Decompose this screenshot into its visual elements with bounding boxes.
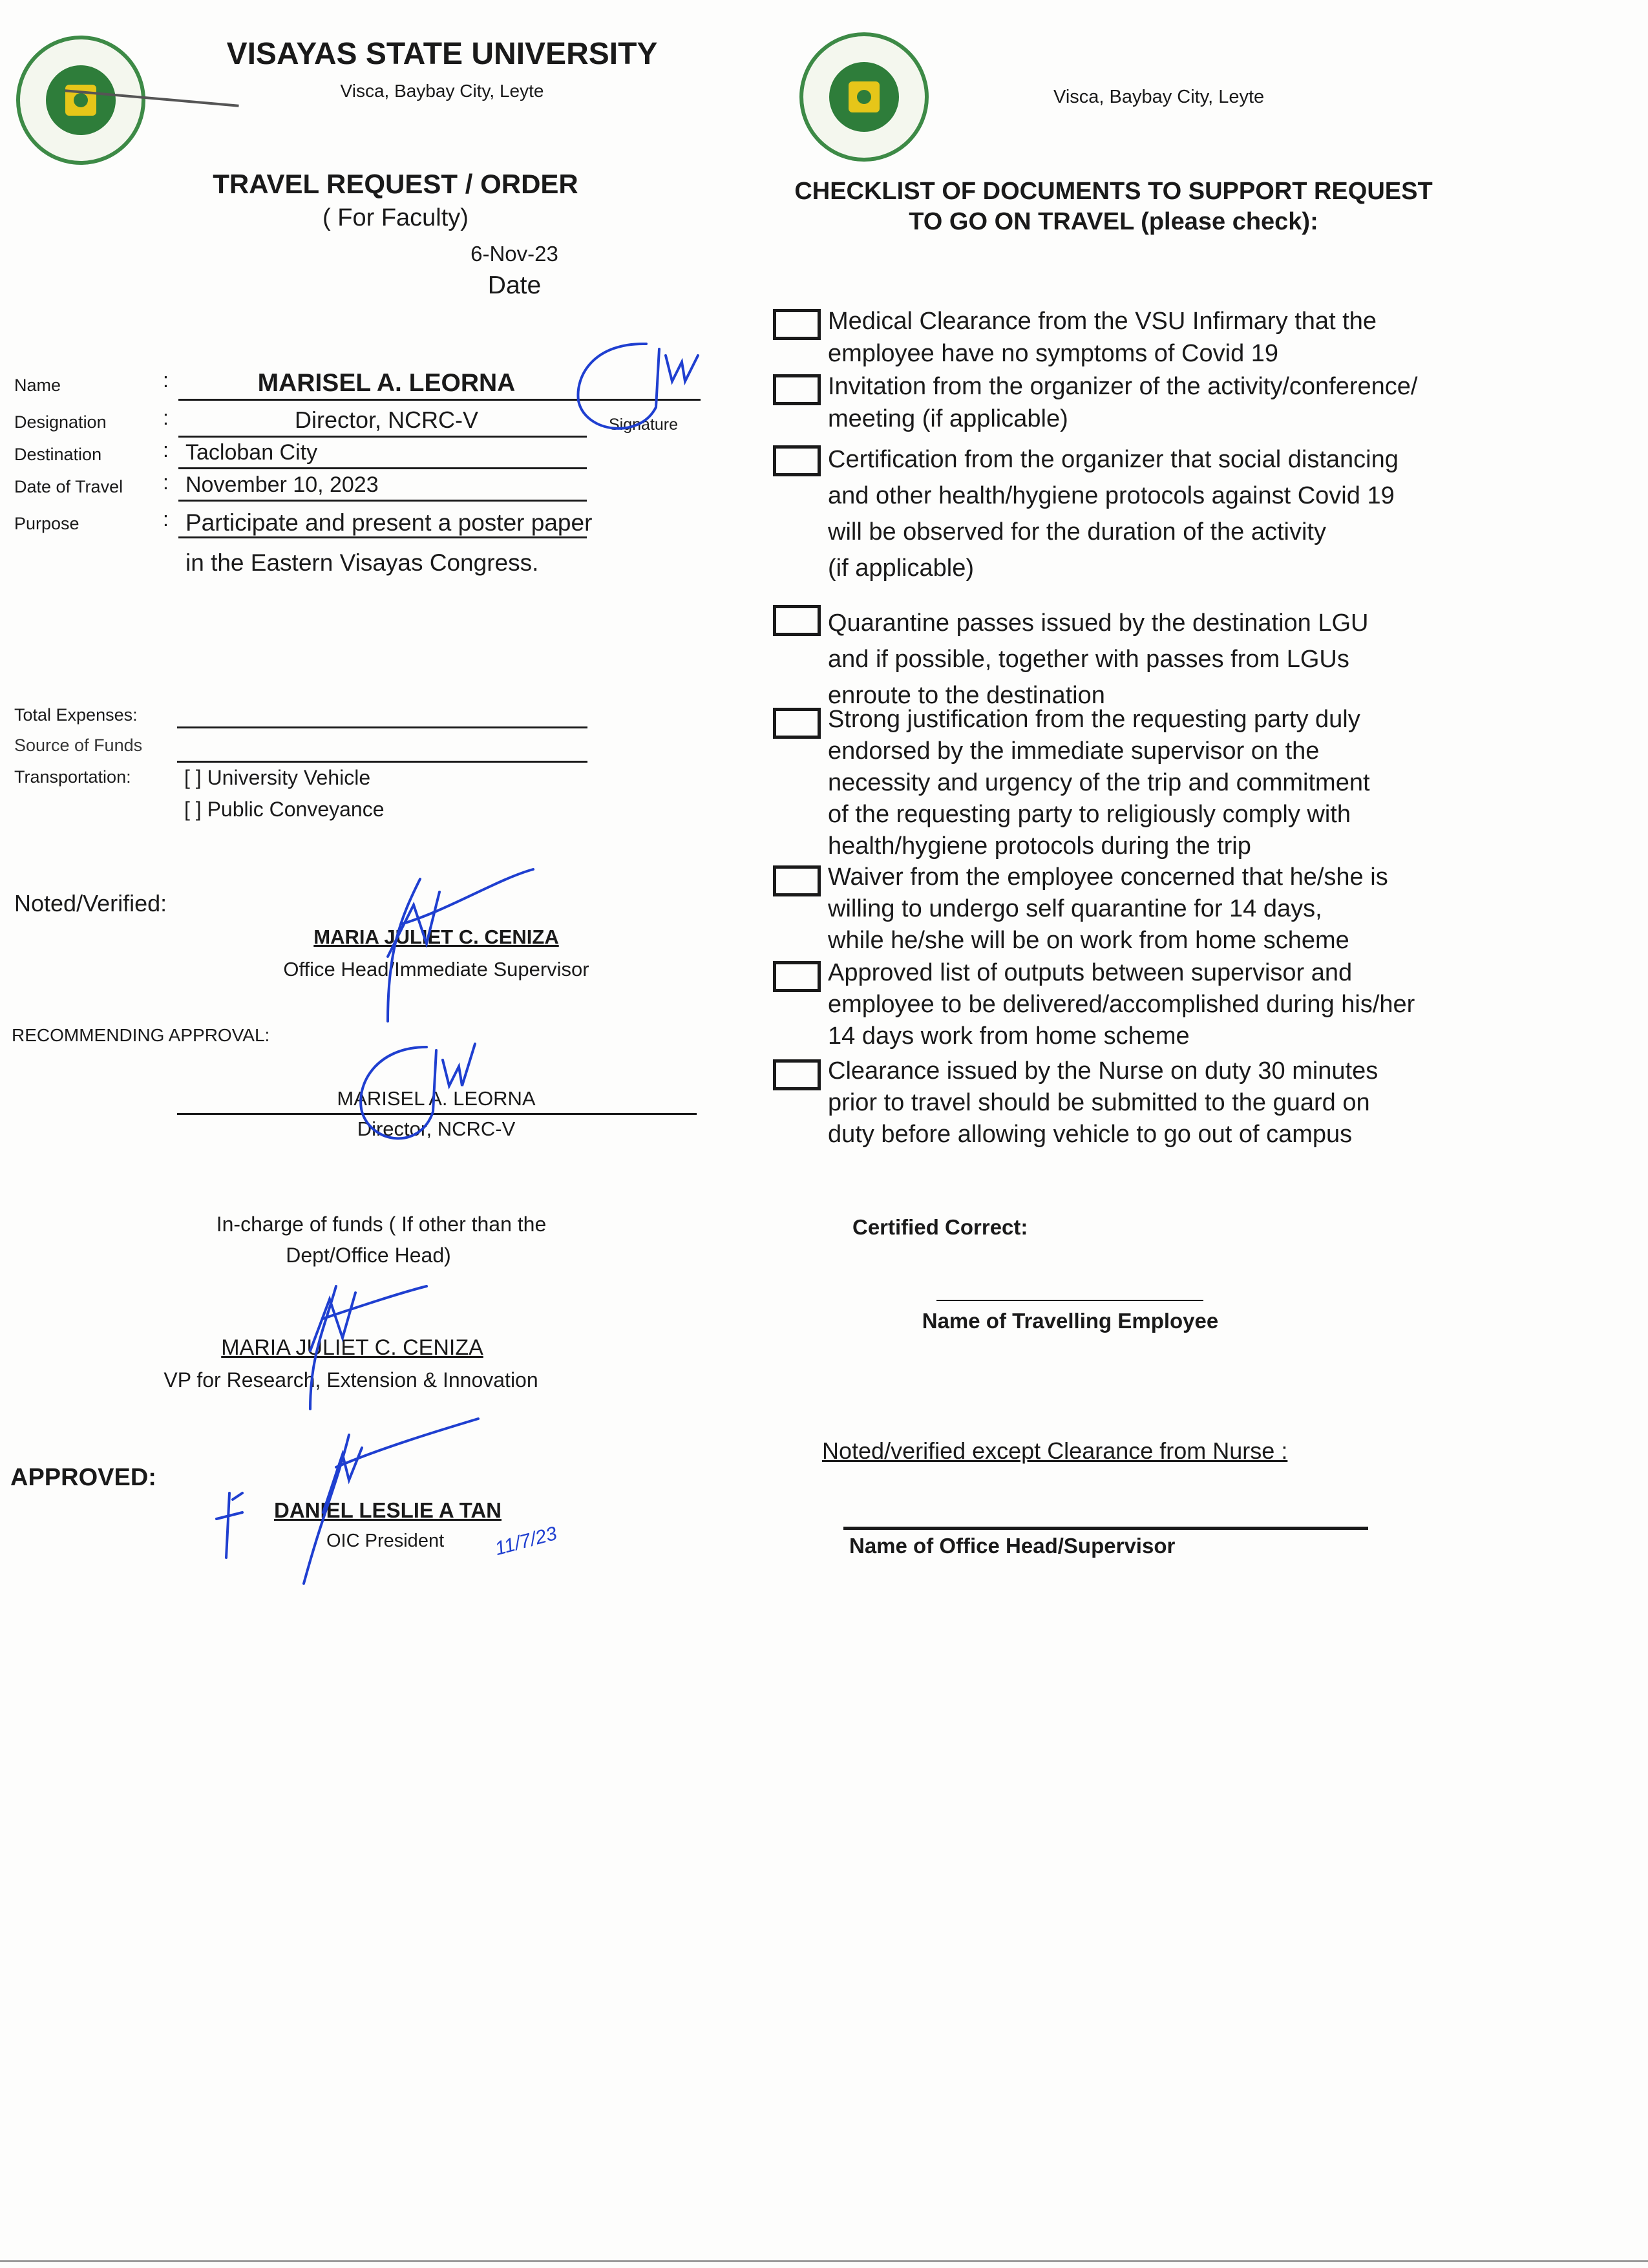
destination-value[interactable]: Tacloban City: [185, 440, 318, 465]
checklist-item-line: Quarantine passes issued by the destination LGU: [828, 609, 1369, 637]
checklist-item-line: prior to travel should be submitted to the guard on: [828, 1089, 1370, 1116]
checklist-item-line: will be observed for the duration of the activity: [828, 518, 1326, 546]
certified-correct-label: Certified Correct:: [852, 1215, 1028, 1239]
checklist-item-line: Medical Clearance from the VSU Infirmary that the: [828, 308, 1377, 335]
checklist-checkbox[interactable]: [773, 865, 821, 896]
checklist-item-line: 14 days work from home scheme: [828, 1023, 1190, 1050]
recommending-signatory-name: MARISEL A. LEORNA: [337, 1087, 536, 1110]
colon: :: [163, 507, 169, 531]
checklist-item-line: Strong justification from the requesting party duly: [828, 706, 1360, 733]
colon: :: [163, 438, 169, 461]
signature-funds-and-approved: [284, 1280, 530, 1551]
university-name: VISAYAS STATE UNIVERSITY: [226, 37, 658, 71]
checklist-item-line: employee to be delivered/accomplished during his/her: [828, 991, 1415, 1018]
checklist-item-line: and other health/hygiene protocols against Covid 19: [828, 482, 1395, 509]
checklist-checkbox[interactable]: [773, 961, 821, 992]
checklist-item: [828, 1055, 1378, 1150]
office-head-label: Name of Office Head/Supervisor: [849, 1534, 1176, 1558]
checklist-title-line-1: CHECKLIST OF DOCUMENTS TO SUPPORT REQUEST: [794, 178, 1433, 205]
date-label: Date: [487, 271, 542, 299]
purpose-line-1[interactable]: Participate and present a poster paper: [185, 509, 593, 536]
university-address-right: Visca, Baybay City, Leyte: [1053, 87, 1265, 107]
checklist-item-line: and if possible, together with passes from LGUs: [828, 646, 1349, 673]
purpose-label: Purpose: [14, 514, 79, 533]
checklist-checkbox[interactable]: [773, 708, 821, 739]
checklist-item: [828, 957, 1415, 1052]
purpose-line-2[interactable]: in the Eastern Visayas Congress.: [185, 549, 539, 576]
checklist-item-line: (if applicable): [828, 555, 974, 582]
transportation-label: Transportation:: [14, 767, 131, 787]
checklist-checkbox[interactable]: [773, 445, 821, 476]
checklist-item: [828, 704, 1370, 862]
colon: :: [163, 471, 169, 494]
signature-name-field: [569, 336, 711, 452]
initials-mark: [213, 1487, 252, 1564]
funds-label-line-2: Dept/Office Head): [286, 1244, 451, 1267]
approved-signatory-position: OIC President: [326, 1531, 445, 1551]
recommending-signatory-position: Director, NCRC-V: [357, 1118, 516, 1140]
funds-signatory-position: VP for Research, Extension & Innovation: [164, 1368, 538, 1392]
destination-label: Destination: [14, 445, 102, 464]
checklist-item-line: employee have no symptoms of Covid 19: [828, 340, 1279, 367]
checklist-item: [828, 862, 1388, 957]
checklist-item: [828, 605, 1369, 714]
checklist-title-line-2: TO GO ON TRAVEL (please check):: [909, 208, 1318, 235]
checklist-item-line: Certification from the organizer that social distancing: [828, 446, 1399, 473]
checklist-item-line: Clearance issued by the Nurse on duty 30 minutes: [828, 1057, 1379, 1085]
checklist-item-line: Approved list of outputs between supervisor and: [828, 959, 1353, 986]
noted-verified-label: Noted/Verified:: [14, 890, 167, 917]
checklist-item: [828, 441, 1399, 586]
handwritten-date: 11/7/23: [492, 1522, 560, 1560]
checklist-checkbox[interactable]: [773, 309, 821, 340]
name-value[interactable]: MARISEL A. LEORNA: [257, 369, 516, 397]
date-of-travel-value[interactable]: November 10, 2023: [185, 472, 379, 497]
page-edge: [0, 2260, 1648, 2262]
checklist-item-line: enroute to the destination: [828, 682, 1105, 709]
total-expenses-label: Total Expenses:: [14, 705, 138, 725]
checklist-item-line: Waiver from the employee concerned that he/she is: [828, 864, 1388, 891]
transport-public-conveyance-checkbox[interactable]: [ ] Public Conveyance: [184, 798, 385, 821]
checklist-checkbox[interactable]: [773, 1059, 821, 1090]
signature-recommending: [349, 1034, 504, 1163]
source-of-funds-label: Source of Funds: [14, 736, 143, 755]
checklist-item: [828, 305, 1377, 370]
university-seal-right: [799, 32, 929, 162]
recommending-approval-label: RECOMMENDING APPROVAL:: [12, 1025, 270, 1045]
checklist-item-line: duty before allowing vehicle to go out of campus: [828, 1121, 1353, 1148]
noted-except-nurse-label: Noted/verified except Clearance from Nurse :: [822, 1437, 1288, 1464]
form-date: 6-Nov-23: [470, 242, 558, 266]
designation-label: Designation: [14, 412, 107, 432]
date-of-travel-label: Date of Travel: [14, 477, 123, 496]
funds-signatory-name: MARIA JULIET C. CENIZA: [221, 1335, 483, 1360]
form-title: TRAVEL REQUEST / ORDER: [213, 169, 578, 199]
approved-label: APPROVED:: [10, 1464, 156, 1491]
colon: :: [163, 406, 169, 429]
checklist-item-line: while he/she will be on work from home scheme: [828, 927, 1349, 954]
colon: :: [163, 368, 169, 392]
checklist-item-line: endorsed by the immediate supervisor on the: [828, 737, 1320, 765]
checklist-item-line: willing to undergo self quarantine for 14 days,: [828, 895, 1322, 922]
signature-noted: [349, 866, 556, 1034]
checklist-item-line: meeting (if applicable): [828, 405, 1068, 432]
name-label: Name: [14, 376, 61, 395]
form-subtitle: ( For Faculty): [322, 204, 469, 231]
checklist-item-line: Invitation from the organizer of the activity/conference/: [828, 373, 1418, 400]
noted-signatory-name: MARIA JULIET C. CENIZA: [313, 926, 559, 948]
university-seal-left: [16, 36, 145, 165]
travelling-employee-label: Name of Travelling Employee: [922, 1309, 1219, 1333]
checklist-checkbox[interactable]: [773, 605, 821, 636]
signature-label: Signature: [609, 416, 679, 434]
university-address: Visca, Baybay City, Leyte: [340, 81, 544, 101]
checklist-item-line: necessity and urgency of the trip and commitment: [828, 769, 1370, 796]
transport-university-vehicle-checkbox[interactable]: [ ] University Vehicle: [184, 766, 371, 789]
checklist-item-line: health/hygiene protocols during the trip: [828, 832, 1251, 860]
approved-signatory-name: DANIEL LESLIE A TAN: [273, 1498, 502, 1522]
checklist-item-line: of the requesting party to religiously comply with: [828, 801, 1351, 828]
checklist-checkbox[interactable]: [773, 374, 821, 405]
designation-value[interactable]: Director, NCRC-V: [294, 407, 479, 433]
funds-label-line-1: In-charge of funds ( If other than the: [216, 1213, 547, 1236]
checklist-item: [828, 370, 1417, 435]
noted-signatory-position: Office Head/Immediate Supervisor: [283, 958, 589, 980]
